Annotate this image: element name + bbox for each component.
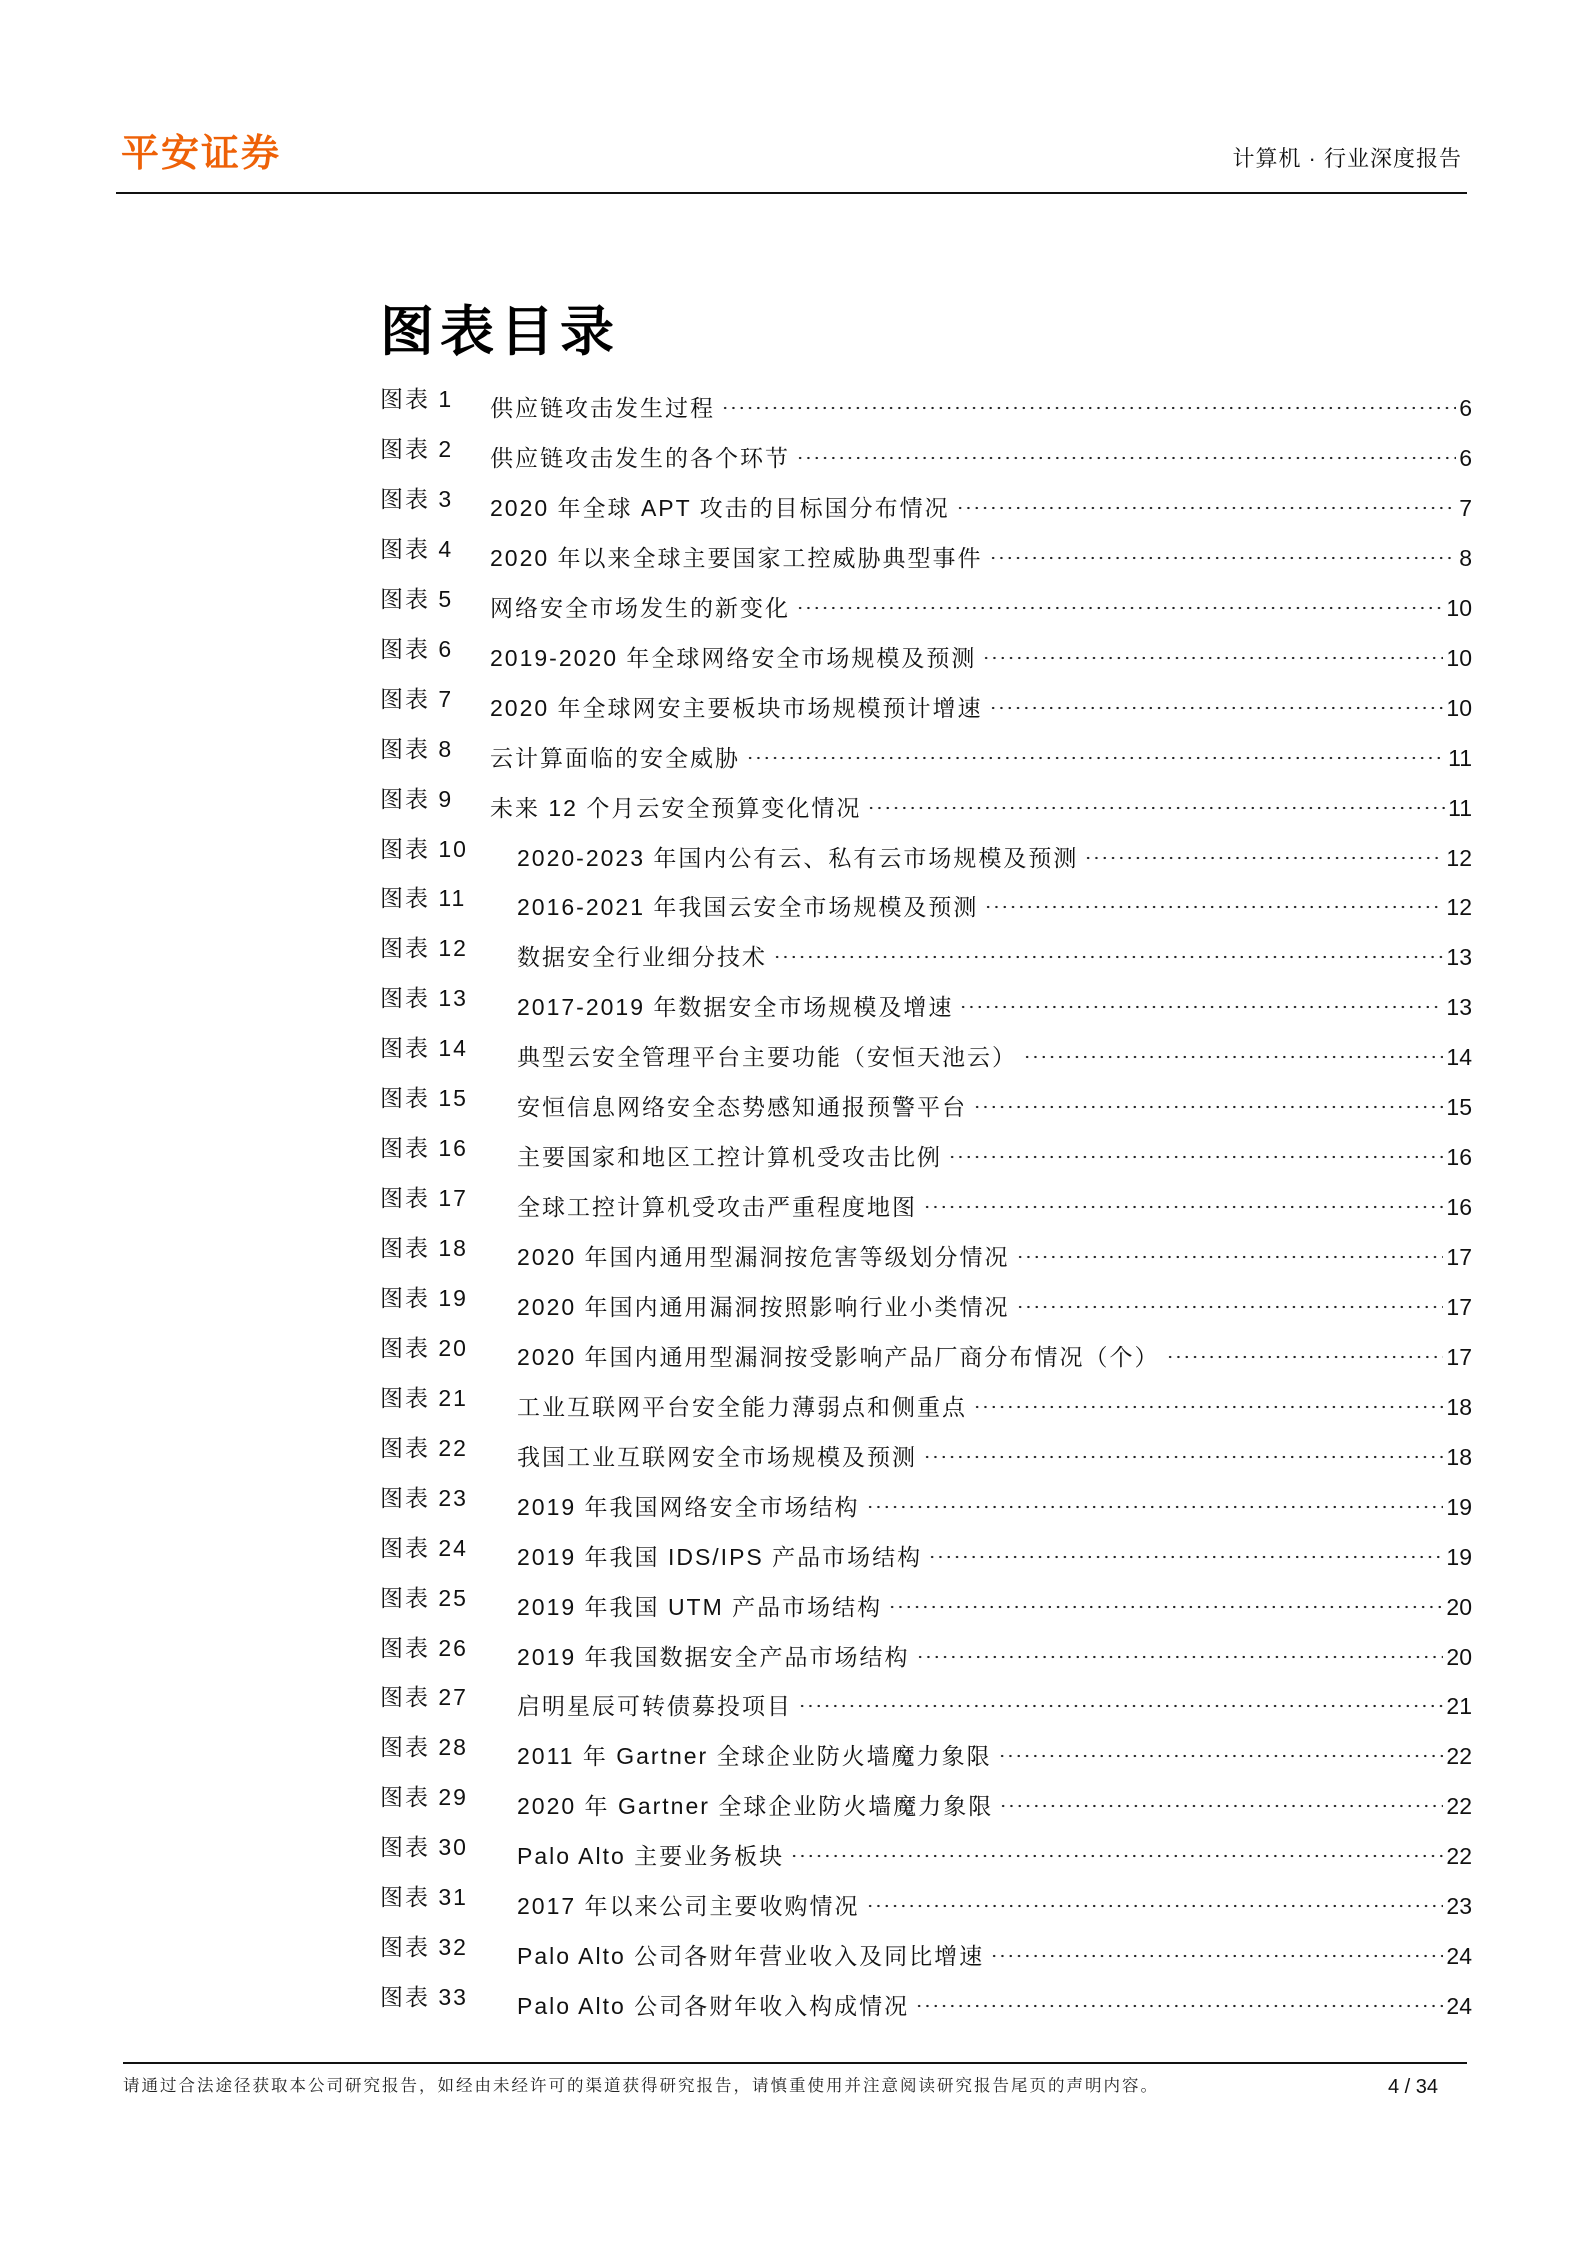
dot-leader	[997, 1780, 1443, 1814]
toc-entry-main	[517, 1381, 1472, 1424]
toc-entry-title[interactable]: 安恒信息网络安全态势感知通报预警平台	[517, 1090, 971, 1124]
toc-entry-page-number[interactable]: 17	[1446, 1244, 1472, 1270]
toc-entry-page-number[interactable]: 16	[1446, 1194, 1472, 1220]
toc-entry-title[interactable]: 启明星辰可转债募投项目	[517, 1689, 796, 1723]
toc-entry-main	[517, 1581, 1472, 1624]
dot-leader	[865, 782, 1445, 816]
toc-entry-label: 图表 24	[380, 1534, 468, 1561]
dot-leader	[794, 432, 1456, 466]
toc-entry-main	[517, 1481, 1472, 1524]
toc-entry-title[interactable]: 云计算面临的安全威胁	[490, 741, 744, 775]
toc-entry[interactable]	[380, 832, 1472, 871]
toc-entry-label: 图表 4	[380, 535, 454, 562]
toc-entry-label: 图表 16	[380, 1135, 468, 1162]
toc-entry[interactable]	[380, 1780, 1472, 1820]
toc-entry[interactable]	[380, 782, 1472, 821]
toc-entry-label: 图表 12	[380, 935, 468, 962]
toc-entry-title[interactable]: 2020 年以来全球主要国家工控威胁典型事件	[490, 541, 987, 575]
toc-entry-title[interactable]: 2019-2020 年全球网络安全市场规模及预测	[490, 641, 980, 675]
dot-leader	[771, 931, 1443, 965]
toc-entry-page-number[interactable]: 24	[1446, 1993, 1472, 2020]
toc-entry[interactable]	[380, 382, 1472, 421]
toc-entry[interactable]	[380, 981, 1472, 1021]
dot-leader	[987, 532, 1457, 566]
toc-entry[interactable]	[380, 1331, 1472, 1370]
toc-entry-label: 图表 1	[380, 386, 454, 412]
toc-entry-main	[517, 931, 1472, 974]
toc-entry-title[interactable]: 供应链攻击发生过程	[490, 391, 719, 425]
toc-entry-title[interactable]: 2020 年国内通用漏洞按照影响行业小类情况	[517, 1290, 1014, 1324]
toc-entry[interactable]	[380, 1581, 1472, 1620]
toc-entry-title[interactable]: 网络安全市场发生的新变化	[490, 591, 794, 625]
page-indicator: 4 / 34	[1388, 2076, 1439, 2098]
toc-entry[interactable]	[380, 1281, 1472, 1320]
toc-entry[interactable]	[380, 632, 1472, 671]
toc-entry[interactable]	[380, 532, 1472, 571]
toc-entry-main	[517, 1930, 1472, 1973]
toc-entry[interactable]	[380, 1081, 1472, 1121]
toc-entry-label: 图表 30	[380, 1834, 468, 1861]
toc-entry-title[interactable]: Palo Alto 主要业务板块	[517, 1839, 788, 1873]
toc-entry-page-number[interactable]: 7	[1459, 494, 1472, 521]
toc-entry-title[interactable]: 2016-2021 年我国云安全市场规模及预测	[517, 890, 982, 924]
dot-leader	[971, 1381, 1443, 1415]
toc-entry-title[interactable]: 我国工业互联网安全市场规模及预测	[517, 1440, 921, 1474]
toc-entry[interactable]	[380, 1830, 1472, 1870]
toc-entry-title[interactable]: 2020 年 Gartner 全球企业防火墙魔力象限	[517, 1789, 997, 1823]
toc-entry[interactable]	[380, 1181, 1472, 1220]
toc-entry[interactable]	[380, 682, 1472, 721]
toc-entry-label: 图表 18	[380, 1235, 468, 1261]
dot-leader	[957, 981, 1443, 1015]
toc-entry-main	[517, 1631, 1472, 1674]
toc-entry-main	[517, 1830, 1472, 1873]
toc-entry[interactable]	[380, 1930, 1472, 1970]
dot-leader	[886, 1581, 1443, 1615]
dot-leader	[946, 1131, 1443, 1165]
toc-entry-label: 图表 23	[380, 1484, 468, 1511]
toc-entry-main	[517, 1081, 1472, 1124]
toc-entry[interactable]	[380, 1531, 1472, 1570]
toc-entry-label: 图表 29	[380, 1784, 468, 1811]
dot-leader	[914, 1631, 1444, 1665]
toc-entry-main	[490, 582, 1472, 625]
brand-logo: 平安证券	[121, 133, 282, 175]
toc-entry-main	[517, 1281, 1472, 1324]
dot-leader	[1014, 1281, 1444, 1315]
toc-entry-page-number[interactable]: 17	[1446, 1293, 1472, 1320]
toc-entry-page-number[interactable]: 18	[1446, 1393, 1472, 1420]
toc-entry-label: 图表 19	[380, 1284, 468, 1311]
toc-entry[interactable]	[380, 881, 1472, 921]
toc-entry-label: 图表 14	[380, 1035, 468, 1062]
page-title: 图表目录	[380, 302, 620, 363]
toc-entry-title[interactable]: 2017-2019 年数据安全市场规模及增速	[517, 990, 957, 1024]
toc-entry-page-number[interactable]: 19	[1446, 1493, 1472, 1520]
dot-leader	[794, 582, 1443, 616]
toc-entry-label: 图表 9	[380, 785, 454, 812]
dot-leader	[1021, 1031, 1443, 1065]
toc-entry-page-number[interactable]: 15	[1446, 1094, 1472, 1121]
toc-entry-page-number[interactable]: 17	[1446, 1343, 1472, 1370]
toc-entry-page-number[interactable]: 19	[1446, 1543, 1472, 1570]
toc-entry-label: 图表 17	[380, 1185, 468, 1211]
dot-leader	[954, 482, 1457, 516]
toc-entry-main	[517, 1431, 1472, 1474]
toc-entry-title[interactable]: 2020-2023 年国内公有云、私有云市场规模及预测	[517, 841, 1082, 875]
toc-entry-title[interactable]: 未来 12 个月云安全预算变化情况	[490, 791, 865, 825]
toc-entry-label: 图表 5	[380, 585, 454, 612]
toc-entry[interactable]	[380, 1730, 1472, 1770]
toc-entry-main	[517, 1980, 1472, 2023]
toc-entry-main	[517, 1131, 1472, 1174]
toc-entry-title[interactable]: 2019 年我国数据安全产品市场结构	[517, 1640, 914, 1674]
toc-entry-label: 图表 32	[380, 1934, 468, 1961]
toc-entry-main	[490, 382, 1472, 425]
dot-leader	[926, 1531, 1443, 1565]
dot-leader	[796, 1680, 1443, 1714]
toc-entry-label: 图表 6	[380, 635, 454, 662]
toc-entry-page-number[interactable]: 8	[1459, 544, 1472, 571]
footer-divider	[123, 2062, 1467, 2064]
toc-entry-label: 图表 15	[380, 1085, 468, 1112]
toc-entry-label: 图表 10	[380, 835, 468, 862]
toc-entry-title[interactable]: 全球工控计算机受攻击严重程度地图	[517, 1190, 921, 1224]
toc-entry-title[interactable]: 2011 年 Gartner 全球企业防火墙魔力象限	[517, 1739, 996, 1773]
toc-entry-page-number[interactable]: 10	[1446, 644, 1472, 671]
toc-entry-label: 图表 26	[380, 1634, 468, 1661]
toc-entry-page-number[interactable]: 13	[1446, 944, 1472, 971]
dot-leader	[921, 1181, 1443, 1215]
toc-entry-main	[490, 532, 1472, 575]
toc-entry-main	[517, 832, 1472, 875]
toc-entry-main	[517, 1680, 1472, 1723]
dot-leader	[864, 1880, 1444, 1914]
toc-entry-title[interactable]: 供应链攻击发生的各个环节	[490, 441, 794, 475]
toc-entry-page-number[interactable]: 11	[1448, 744, 1472, 771]
toc-entry-page-number[interactable]: 10	[1446, 594, 1472, 621]
toc-entry-page-number[interactable]: 12	[1446, 894, 1472, 921]
toc-entry-page-number[interactable]: 21	[1446, 1693, 1472, 1720]
toc-entry-main	[490, 432, 1472, 475]
toc-entry-page-number[interactable]: 20	[1446, 1643, 1472, 1670]
toc-entry-label: 图表 28	[380, 1734, 468, 1761]
dot-leader	[864, 1481, 1444, 1515]
toc-entry-page-number[interactable]: 14	[1446, 1044, 1472, 1071]
toc-entry-page-number[interactable]: 23	[1446, 1893, 1472, 1920]
toc-entry-main	[517, 1031, 1472, 1074]
toc-entry-main	[490, 632, 1472, 675]
dot-leader	[987, 682, 1444, 716]
toc-entry-title[interactable]: 2020 年全球 APT 攻击的目标国分布情况	[490, 491, 954, 525]
dot-leader	[982, 881, 1443, 915]
toc-entry-label: 图表 27	[380, 1684, 468, 1711]
toc-entry[interactable]	[380, 482, 1472, 521]
toc-entry[interactable]	[380, 1631, 1472, 1670]
toc-entry-title[interactable]: 典型云安全管理平台主要功能（安恒天池云）	[517, 1040, 1021, 1074]
toc-entry-main	[517, 1780, 1472, 1823]
toc-entry-page-number[interactable]: 20	[1446, 1593, 1472, 1620]
toc-entry-page-number[interactable]: 22	[1446, 1843, 1472, 1870]
toc-entry-label: 图表 11	[380, 885, 467, 912]
toc-entry-label: 图表 33	[380, 1984, 468, 2011]
toc-entry-main	[517, 1331, 1472, 1374]
dot-leader	[719, 382, 1456, 416]
dot-leader	[1164, 1331, 1444, 1365]
toc-entry-page-number[interactable]: 13	[1446, 994, 1472, 1021]
toc-entry-page-number[interactable]: 24	[1446, 1943, 1472, 1970]
toc-entry-label: 图表 31	[380, 1884, 468, 1911]
toc-entry-label: 图表 8	[380, 735, 454, 762]
toc-entry-title[interactable]: 2019 年我国 UTM 产品市场结构	[517, 1590, 886, 1624]
dot-leader	[980, 632, 1443, 666]
toc-entry[interactable]	[380, 1231, 1472, 1270]
toc-entry-page-number[interactable]: 11	[1448, 794, 1472, 821]
footer-disclaimer: 请通过合法途径获取本公司研究报告，如经由未经许可的渠道获得研究报告，请慎重使用并注意阅读研究报告尾页的声明内容。	[123, 2077, 1159, 2095]
toc-entry[interactable]	[380, 1131, 1472, 1171]
toc-entry-page-number[interactable]: 6	[1459, 395, 1472, 421]
toc-entry-title[interactable]: 工业互联网平台安全能力薄弱点和侧重点	[517, 1390, 971, 1424]
toc-entry-main	[517, 1531, 1472, 1574]
toc-entry[interactable]	[380, 931, 1472, 971]
toc-entry-label: 图表 22	[380, 1434, 468, 1461]
toc-entry-label: 图表 3	[380, 485, 454, 512]
toc-entry[interactable]	[380, 1381, 1472, 1420]
toc-entry-title[interactable]: Palo Alto 公司各财年营业收入及同比增速	[517, 1939, 988, 1973]
toc-entry-page-number[interactable]: 12	[1446, 844, 1472, 871]
toc-entry-label: 图表 13	[380, 985, 468, 1012]
dot-leader	[988, 1930, 1443, 1964]
toc-entry-label: 图表 7	[380, 685, 454, 712]
toc-entry-main	[517, 1231, 1472, 1274]
toc-entry-page-number[interactable]: 18	[1446, 1443, 1472, 1470]
toc-entry-page-number[interactable]: 16	[1446, 1144, 1472, 1171]
toc-entry-page-number[interactable]: 22	[1446, 1793, 1472, 1820]
toc-entry-label: 图表 25	[380, 1584, 468, 1611]
toc-entry-title[interactable]: 2019 年我国 IDS/IPS 产品市场结构	[517, 1540, 926, 1574]
report-type-label: 计算机 · 行业深度报告	[1232, 146, 1462, 171]
toc-entry-title[interactable]: Palo Alto 公司各财年收入构成情况	[517, 1989, 913, 2023]
dot-leader	[744, 732, 1445, 766]
toc-entry-title[interactable]: 数据安全行业细分技术	[517, 940, 771, 974]
toc-entry-main	[517, 1880, 1472, 1923]
toc-entry[interactable]	[380, 1880, 1472, 1920]
dot-leader	[1082, 832, 1443, 866]
dot-leader	[1014, 1231, 1444, 1265]
toc-entry-main	[490, 682, 1472, 725]
toc-entry-main	[490, 482, 1472, 525]
toc-entry-main	[490, 782, 1472, 825]
toc-entry-title[interactable]: 2020 年国内通用型漏洞按危害等级划分情况	[517, 1240, 1014, 1274]
toc-entry[interactable]	[380, 1031, 1472, 1071]
toc-entry[interactable]	[380, 432, 1472, 471]
dot-leader	[913, 1980, 1443, 2014]
toc-entry[interactable]	[380, 582, 1472, 621]
toc-entry[interactable]	[380, 732, 1472, 771]
toc-entry-page-number[interactable]: 6	[1459, 444, 1472, 471]
dot-leader	[971, 1081, 1443, 1115]
dot-leader	[788, 1830, 1443, 1864]
toc-entry[interactable]	[380, 1481, 1472, 1520]
toc-entry-title[interactable]: 2020 年全球网安主要板块市场规模预计增速	[490, 691, 987, 725]
toc-entry-main	[517, 881, 1472, 924]
toc-entry-title[interactable]: 主要国家和地区工控计算机受攻击比例	[517, 1140, 946, 1174]
toc-entry-page-number[interactable]: 22	[1446, 1743, 1472, 1770]
toc-entry-title[interactable]: 2017 年以来公司主要收购情况	[517, 1889, 864, 1923]
toc-entry[interactable]	[380, 1431, 1472, 1470]
toc-entry-title[interactable]: 2019 年我国网络安全市场结构	[517, 1490, 864, 1524]
toc-entry-label: 图表 21	[380, 1384, 468, 1411]
toc-entry[interactable]	[380, 1980, 1472, 2020]
toc-entry-main	[490, 732, 1472, 775]
toc-entry-label: 图表 2	[380, 435, 454, 462]
dot-leader	[996, 1730, 1444, 1764]
toc-entry-main	[517, 1181, 1472, 1224]
dot-leader	[921, 1431, 1443, 1465]
toc-entry-main	[517, 981, 1472, 1024]
toc-entry[interactable]	[380, 1680, 1472, 1720]
toc-entry-main	[517, 1730, 1472, 1773]
toc-entry-title[interactable]: 2020 年国内通用型漏洞按受影响产品厂商分布情况（个）	[517, 1340, 1164, 1374]
toc-entry-page-number[interactable]: 10	[1446, 694, 1472, 721]
toc-entry-label: 图表 20	[380, 1334, 468, 1361]
